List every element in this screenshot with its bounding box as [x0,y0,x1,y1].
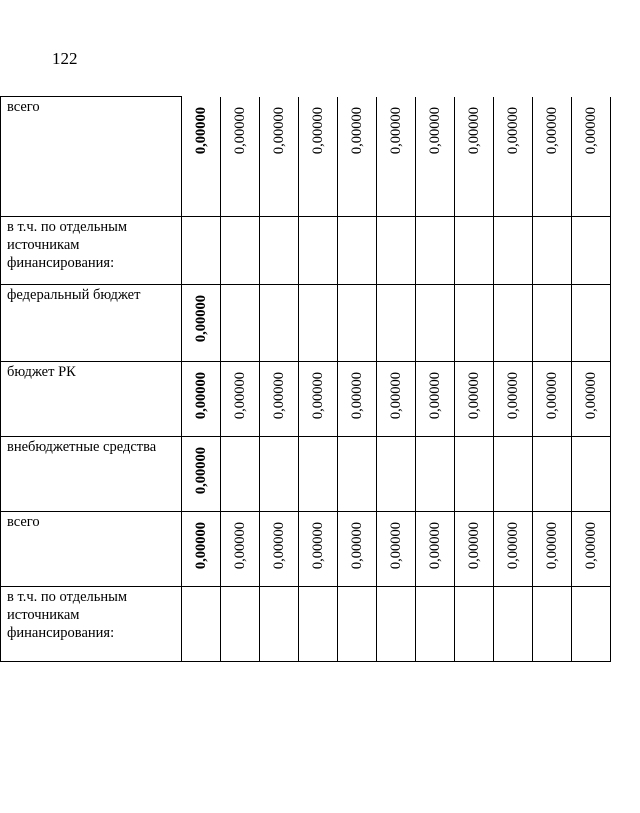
value-cell [572,97,611,217]
value-cell [299,437,338,512]
financing-table [0,96,611,662]
value-cell [494,217,533,285]
table-row [1,362,611,437]
value-cell [455,512,494,587]
value-cell [221,217,260,285]
value-cell [377,587,416,662]
value-cell [221,362,260,437]
value-cell [377,217,416,285]
value-cell [494,285,533,362]
value-cell [455,97,494,217]
value-cell [221,437,260,512]
value-cell [416,285,455,362]
value-text: 0,00000 [271,522,287,570]
value-cell [494,97,533,217]
value-text: 0,00000 [544,106,560,154]
value-cell [221,97,260,217]
value-text: 0,00000 [349,522,365,570]
row-label: всего [1,512,182,587]
value-cell [416,512,455,587]
row-label: в т.ч. по отдельным источникам финансирования: [1,217,182,285]
value-cell [221,285,260,362]
value-cell [533,587,572,662]
value-text: 0,00000 [583,522,599,570]
value-cell [299,217,338,285]
value-text: 0,00000 [310,106,326,154]
value-text: 0,00000 [232,106,248,154]
value-cell [455,362,494,437]
value-cell [494,587,533,662]
value-cell [221,587,260,662]
value-cell [338,437,377,512]
value-cell [182,362,221,437]
value-cell [533,362,572,437]
value-cell [260,362,299,437]
value-cell [494,512,533,587]
value-cell [572,217,611,285]
value-cell [572,437,611,512]
value-cell [416,437,455,512]
value-text: 0,00000 [193,522,209,570]
row-label: в т.ч. по отдельным источникам финансирования: [1,587,182,662]
value-cell [182,512,221,587]
page-number: 122 [52,49,78,68]
value-text: 0,00000 [427,106,443,154]
value-text: 0,00000 [466,106,482,154]
row-label: внебюджетные средства [1,437,182,512]
value-cell [260,587,299,662]
value-text: 0,00000 [544,522,560,570]
value-cell [455,285,494,362]
value-text: 0,00000 [505,372,521,420]
value-cell [416,97,455,217]
value-text: 0,00000 [232,522,248,570]
value-cell [533,97,572,217]
value-cell [494,437,533,512]
value-cell [338,512,377,587]
value-cell [572,587,611,662]
value-text: 0,00000 [388,106,404,154]
value-text: 0,00000 [310,522,326,570]
value-cell [494,362,533,437]
value-cell [416,362,455,437]
value-cell [260,217,299,285]
value-cell [377,97,416,217]
value-text: 0,00000 [505,106,521,154]
table-row [1,285,611,362]
value-cell [338,587,377,662]
value-cell [377,437,416,512]
value-cell [455,437,494,512]
value-cell [377,285,416,362]
value-cell [416,587,455,662]
value-text: 0,00000 [193,295,209,343]
value-text: 0,00000 [427,372,443,420]
value-cell [338,285,377,362]
value-text: 0,00000 [271,106,287,154]
value-text: 0,00000 [349,106,365,154]
row-label: бюджет РК [1,362,182,437]
value-cell [572,512,611,587]
value-cell [338,217,377,285]
value-cell [182,97,221,217]
value-cell [338,97,377,217]
value-cell [182,217,221,285]
value-cell [260,285,299,362]
value-cell [299,285,338,362]
value-cell [416,217,455,285]
table-row [1,512,611,587]
value-text: 0,00000 [583,372,599,420]
value-cell [299,587,338,662]
value-cell [377,362,416,437]
value-cell [260,512,299,587]
value-cell [299,97,338,217]
value-cell [533,512,572,587]
value-text: 0,00000 [583,106,599,154]
value-cell [338,362,377,437]
value-text: 0,00000 [427,522,443,570]
value-text: 0,00000 [388,522,404,570]
value-cell [572,285,611,362]
row-label: федеральный бюджет [1,285,182,362]
value-cell [182,285,221,362]
value-cell [533,217,572,285]
value-cell [377,512,416,587]
table-row [1,217,611,285]
value-text: 0,00000 [466,372,482,420]
value-text: 0,00000 [193,106,209,154]
value-cell [260,437,299,512]
value-cell [260,97,299,217]
value-text: 0,00000 [271,372,287,420]
value-cell [182,437,221,512]
value-cell [182,587,221,662]
value-text: 0,00000 [232,372,248,420]
table-row [1,437,611,512]
value-cell [299,512,338,587]
value-text: 0,00000 [310,372,326,420]
value-text: 0,00000 [544,372,560,420]
value-text: 0,00000 [193,447,209,495]
value-text: 0,00000 [349,372,365,420]
value-text: 0,00000 [505,522,521,570]
value-cell [455,587,494,662]
table-row [1,587,611,662]
value-cell [221,512,260,587]
value-cell [299,362,338,437]
value-cell [533,285,572,362]
value-cell [572,362,611,437]
row-label: всего [1,97,182,217]
value-text: 0,00000 [193,372,209,420]
value-cell [455,217,494,285]
table-row [1,97,611,217]
value-text: 0,00000 [466,522,482,570]
value-cell [533,437,572,512]
value-text: 0,00000 [388,372,404,420]
